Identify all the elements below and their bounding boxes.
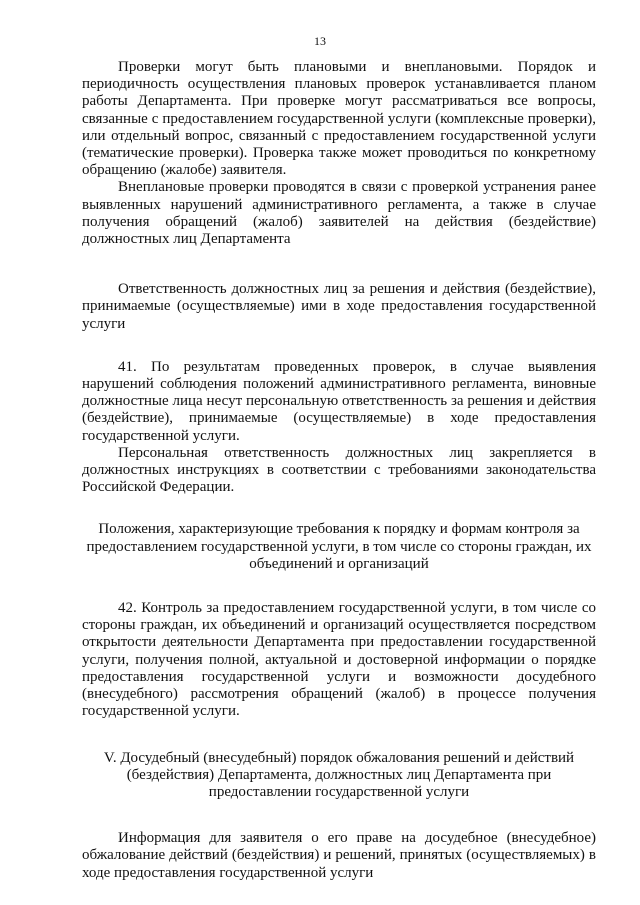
paragraph-inspections: Проверки могут быть плановыми и внеплановыми. Порядок и периодичность осуществления плановых проверок устанавливается планом работы Департамента. При проверке могут рассматриваться все вопросы, связанные с предоставлением государственной услуги (комплексные проверки), или отдельный вопрос, связанный с предоставлением государственной услуги (тематические проверки). Проверка также может проводиться по конкретному обращению (жалобе) заявителя. xyxy=(82,59,596,179)
document-body xyxy=(82,59,596,882)
paragraph-personal-responsibility: Персональная ответственность должностных лиц закрепляется в должностных инструкциях в соответствии с требованиями законодательства Российской Федерации. xyxy=(82,444,596,496)
paragraph-42: 42. Контроль за предоставлением государственной услуги, в том числе со стороны граждан, их объединений и организаций осуществляется посредством открытости деятельности Департамента при предоставлении государственной услуги, получения полной, актуальной и достоверной информации о порядке предоставления государственной услуги и возможности досудебного (внесудебного) рассмотрения обращений (жалоб) в процессе получения государственной услуги. xyxy=(82,600,596,720)
heading-appeal-information: Информация для заявителя о его праве на досудебное (внесудебное) обжалование действий (бездействия) и решений, принятых (осуществляемых) в ходе предоставления государственной услуги xyxy=(82,830,596,881)
heading-responsibility: Ответственность должностных лиц за решения и действия (бездействие), принимаемые (осуществляемые) ими в ходе предоставления государственной услуги xyxy=(82,281,596,332)
heading-section-v: V. Досудебный (внесудебный) порядок обжалования решений и действий (бездействия) Департамента, должностных лиц Департамента при предоставлении государственной услуги xyxy=(103,749,575,800)
page-number: 13 xyxy=(314,34,326,48)
heading-control-requirements: Положения, характеризующие требования к порядку и формам контроля за предоставлением государственной услуги, в том числе со стороны граждан, их объединений и организаций xyxy=(86,521,592,572)
paragraph-unscheduled-inspections: Внеплановые проверки проводятся в связи с проверкой устранения ранее выявленных нарушений административного регламента, а также в случае получения обращений (жалоб) заявителей на действия (бездействие) должностных лиц Департамента xyxy=(82,179,596,248)
paragraph-41: 41. По результатам проведенных проверок, в случае выявления нарушений соблюдения положений административного регламента, виновные должностные лица несут персональную ответственность за решения и действия (бездействие), принимаемые (осуществляемые) в ходе предоставления государственной услуги. xyxy=(82,358,596,444)
